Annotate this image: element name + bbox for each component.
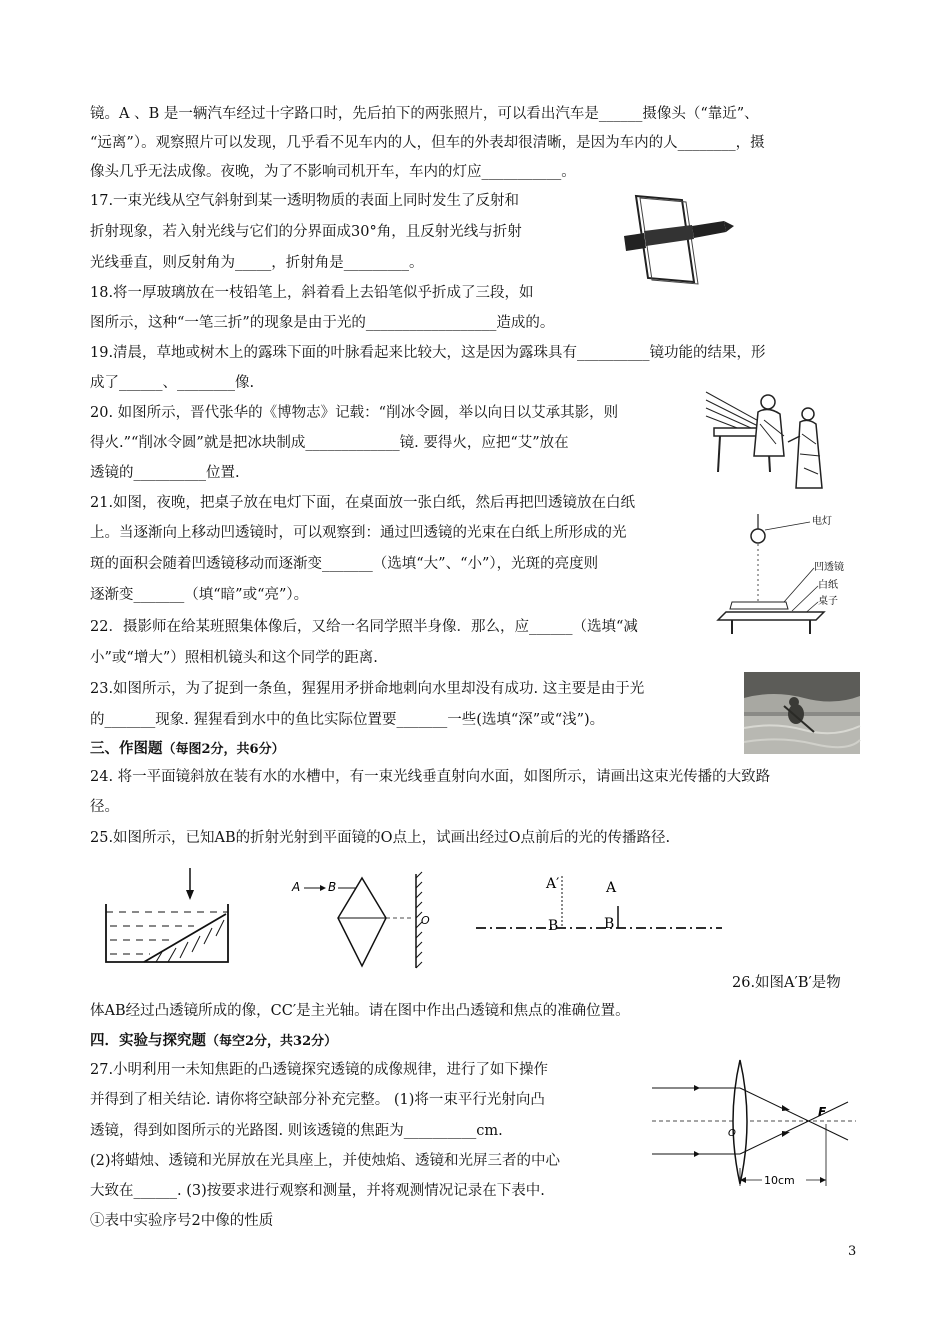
text-line: 镜。A 、B 是一辆汽车经过十字路口时，先后拍下的两张照片，可以看出汽车是______摄像头（“靠近”、	[90, 106, 759, 122]
text-line: 透镜的__________位置.	[90, 465, 240, 481]
lens-f-label: F	[818, 1105, 827, 1119]
image-b-label: B	[548, 918, 559, 934]
text-line: 斑的面积会随着凹透镜移动而逐渐变_______（选填“大”、“小”），光斑的亮度则	[90, 556, 599, 572]
mirror-o-label: O	[421, 914, 430, 927]
image-a-label: A′	[546, 876, 560, 892]
table-label: 桌子	[818, 596, 838, 607]
text-line: 并得到了相关结论. 请你将空缺部分补充完整。 (1)将一束平行光射向凸	[90, 1092, 545, 1108]
text-line: (2)将蜡烛、透镜和光屏放在光具座上，并使烛焰、透镜和光屏三者的中心	[90, 1153, 561, 1169]
text-line: 图所示，这种“一笔三折”的现象是由于光的__________________造成的。	[90, 315, 555, 331]
text-line: 19.清晨，草地或树木上的露珠下面的叶脉看起来比较大，这是因为露珠具有__________镜功能的结果，形	[90, 345, 766, 361]
text-line: “远离”）。观察照片可以发现，几乎看不见车内的人，但车的外表却很清晰，是因为车内的人________，摄	[90, 135, 765, 151]
object-b-label: B	[604, 916, 615, 932]
prism-mirror-figure	[290, 872, 440, 972]
section-3-heading	[90, 739, 285, 760]
section-4-title: 四．实验与探究题	[90, 1032, 206, 1049]
text-line: 光线垂直，则反射角为_____，折射角是_________。	[90, 255, 424, 271]
text-line: 得火.”“削冰令圆”就是把冰块制成_____________镜. 要得火，应把“艾”放在	[90, 435, 569, 451]
text-line: 23.如图所示，为了捉到一条鱼，猩猩用矛拼命地刺向水里却没有成功. 这主要是由于光	[90, 681, 645, 697]
text-line: 折射现象，若入射光线与它们的分界面成30°角，且反射光线与折射	[90, 224, 522, 240]
section-3-note: （每图2分，共6分）	[162, 742, 285, 757]
text-line: 小”或“增大”）照相机镜头和这个同学的距离.	[90, 650, 378, 666]
text-line: ①表中实验序号2中像的性质	[90, 1213, 274, 1229]
section-4-heading	[90, 1031, 337, 1052]
text-line: 的_______现象. 猩猩看到水中的鱼比实际位置要_______一些(选填“深”或“浅”)。	[90, 712, 605, 728]
paper-label: 白纸	[818, 580, 838, 591]
text-line: 透镜，得到如图所示的光路图. 则该透镜的焦距为__________cm.	[90, 1123, 503, 1139]
text-line: 像头几乎无法成像。夜晚，为了不影响司机开车，车内的灯应___________。	[90, 164, 576, 180]
text-line: 22．摄影师在给某班照集体像后，又给一名同学照半身像．那么，应______（选填“减	[90, 619, 638, 635]
convex-lens-focus-figure	[650, 1056, 860, 1190]
section-3-title: 三、作图题	[90, 740, 163, 757]
lens-o-label: O	[728, 1128, 736, 1139]
object-a-label: A	[606, 880, 617, 896]
text-line: 上。当逐渐向上移动凹透镜时，可以观察到：通过凹透镜的光束在白纸上所形成的光	[90, 525, 627, 541]
text-line: 17.一束光线从空气斜射到某一透明物质的表面上同时发生了反射和	[90, 193, 520, 209]
glass-pencil-figure	[616, 186, 736, 296]
text-line: 逐渐变_______（填“暗”或“亮”）。	[90, 587, 309, 603]
text-line: 20. 如图所示，晋代张华的《博物志》记载：“削冰令圆，举以向日以艾承其影，则	[90, 405, 619, 421]
text-line: 18.将一厚玻璃放在一枝铅笔上，斜着看上去铅笔似乎折成了三段，如	[90, 285, 534, 301]
lamp-label: 电灯	[812, 516, 832, 527]
text-line: 体AB经过凸透镜所成的像，CC′是主光轴。请在图中作出凸透镜和焦点的准确位置。	[90, 1003, 630, 1019]
page-number: 3	[848, 1244, 857, 1259]
text-line: 径。	[90, 799, 119, 815]
ab-label-b: B	[328, 880, 337, 894]
ape-fishing-photo	[744, 672, 860, 754]
text-line: 24. 将一平面镜斜放在装有水的水槽中，有一束光线垂直射向水面，如图所示，请画出这束光传播的大致路	[90, 769, 771, 785]
section-4-note: （每空2分，共32分）	[206, 1034, 338, 1049]
text-line: 27.小明利用一未知焦距的凸透镜探究透镜的成像规律，进行了如下操作	[90, 1062, 549, 1078]
text-line: 大致在______. (3)按要求进行观察和测量，并将观测情况记录在下表中.	[90, 1183, 545, 1199]
text-line: 26.如图A′B′是物	[732, 975, 841, 991]
ancient-ice-lens-figure	[704, 384, 832, 494]
lamp-lens-table-figure	[714, 508, 844, 634]
text-line: 成了______、________像.	[90, 375, 255, 391]
text-line: 25.如图所示，已知AB的折射光射到平面镜的O点上，试画出经过O点前后的光的传播路径.	[90, 830, 671, 846]
ab-label-a: A	[292, 880, 301, 894]
object-image-axis-figure	[470, 870, 726, 940]
water-tank-figure	[104, 866, 234, 966]
lens-distance-label: 10cm	[764, 1174, 795, 1187]
text-line: 21.如图，夜晚，把桌子放在电灯下面，在桌面放一张白纸，然后再把凹透镜放在白纸	[90, 495, 636, 511]
concave-label: 凹透镜	[814, 562, 844, 573]
